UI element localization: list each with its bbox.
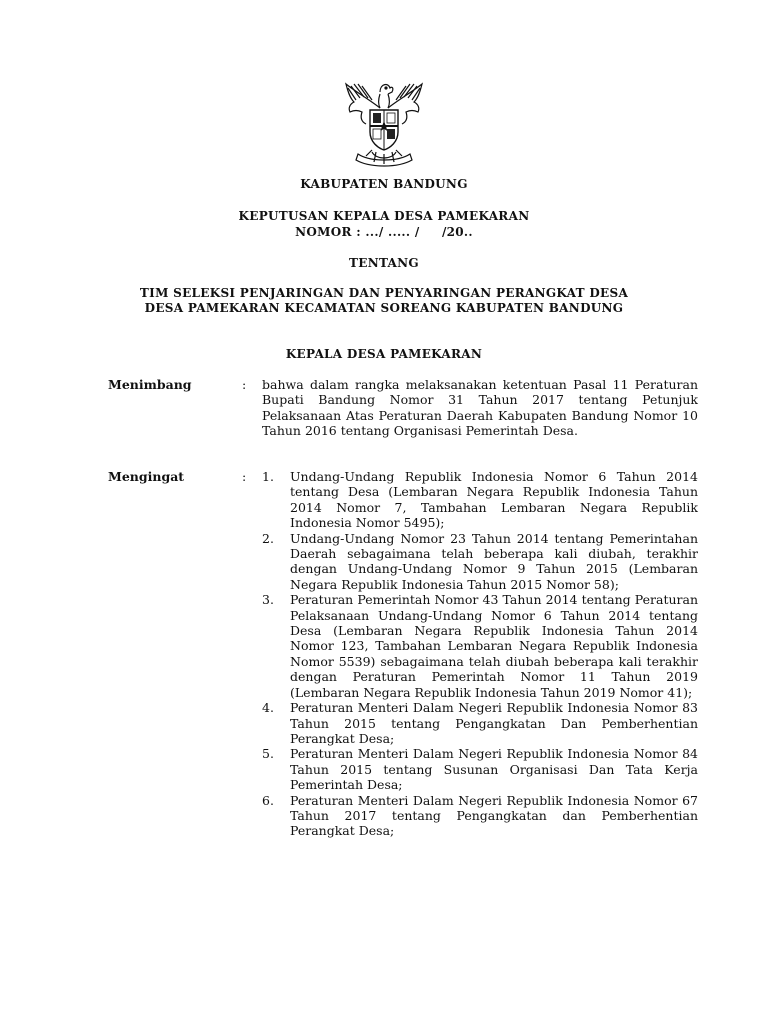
list-item-text: Peraturan Menteri Dalam Negeri Republik Indonesia Nomor 67 Tahun 2017 tentang Pengangkatan dan Pemberhentian Perangkat Desa; [290,792,698,839]
list-item [262,592,698,700]
menimbang-colon: : [242,377,247,392]
regency-heading: KABUPATEN BANDUNG [300,177,468,191]
list-item-text: Undang-Undang Nomor 23 Tahun 2014 tentang Pemerintahan Daerah sebagaimana telah beberapa kali diubah, terakhir dengan Undang-Undang Nomor 9 Tahun 2015 (Lembaran Negara Republik Indonesia Tahun 2015 Nomor 58); [290,530,698,592]
list-item [262,700,698,746]
list-item [262,793,698,839]
list-item-number: 3. [262,592,274,608]
tentang-heading: TENTANG [349,256,419,270]
issuer-heading: KEPALA DESA PAMEKARAN [285,347,483,361]
subject-line-1: TIM SELEKSI PENJARINGAN DAN PENYARINGAN PERANGKAT DESA [139,286,629,300]
menimbang-label: Menimbang [108,377,192,392]
list-item-text: Peraturan Menteri Dalam Negeri Republik Indonesia Nomor 84 Tahun 2015 tentang Susunan Organisasi Dan Tata Kerja Pemerintah Desa; [290,746,698,793]
list-item [262,469,698,531]
list-item-number: 6. [262,792,274,808]
list-item [262,531,698,593]
list-item-number: 4. [262,700,274,716]
list-item [262,746,698,792]
decree-number: NOMOR : .../ ..... / /20.. [295,225,473,239]
list-item-text: Peraturan Menteri Dalam Negeri Republik Indonesia Nomor 83 Tahun 2015 tentang Pengangkatan Dan Pemberhentian Perangkat Desa; [290,700,698,746]
garuda-emblem [342,70,426,170]
list-item-text: Peraturan Pemerintah Nomor 43 Tahun 2014 tentang Peraturan Pelaksanaan Undang-Undang Nomor 6 Tahun 2014 tentang Desa (Lembaran Negara Republik Indonesia Tahun 2014 Nomor 123, Tambahan Lembaran Negara Republik Indonesia Nomor 5539) sebagaimana telah diubah beberapa kali terakhir dengan Peraturan Pemerintah Nomor 11 Tahun 2019 (Lembaran Negara Republik Indonesia Tahun 2019 Nomor 41); [290,592,698,700]
mengingat-label: Mengingat [108,469,185,484]
list-item-number: 2. [262,530,274,546]
mengingat-list [262,469,698,839]
list-item-number: 1. [262,469,274,484]
menimbang-text: bahwa dalam rangka melaksanakan ketentuan Pasal 11 Peraturan Bupati Bandung Nomor 31 Tahun 2017 tentang Petunjuk Pelaksanaan Atas Peraturan Daerah Kabupaten Bandung Nomor 10 Tahun 2016 tentang Organisasi Pemerintah Desa. [262,377,698,439]
list-item-number: 5. [262,746,274,762]
decree-title: KEPUTUSAN KEPALA DESA PAMEKARAN [238,209,530,223]
subject-line-2: DESA PAMEKARAN KECAMATAN SOREANG KABUPATEN BANDUNG [144,301,624,315]
list-item-text: Undang-Undang Republik Indonesia Nomor 6 Tahun 2014 tentang Desa (Lembaran Negara Republik Indonesia Tahun 2014 Nomor 7, Tambahan Lembaran Negara Republik Indonesia Nomor 5495); [290,469,698,531]
mengingat-colon: : [242,469,247,484]
